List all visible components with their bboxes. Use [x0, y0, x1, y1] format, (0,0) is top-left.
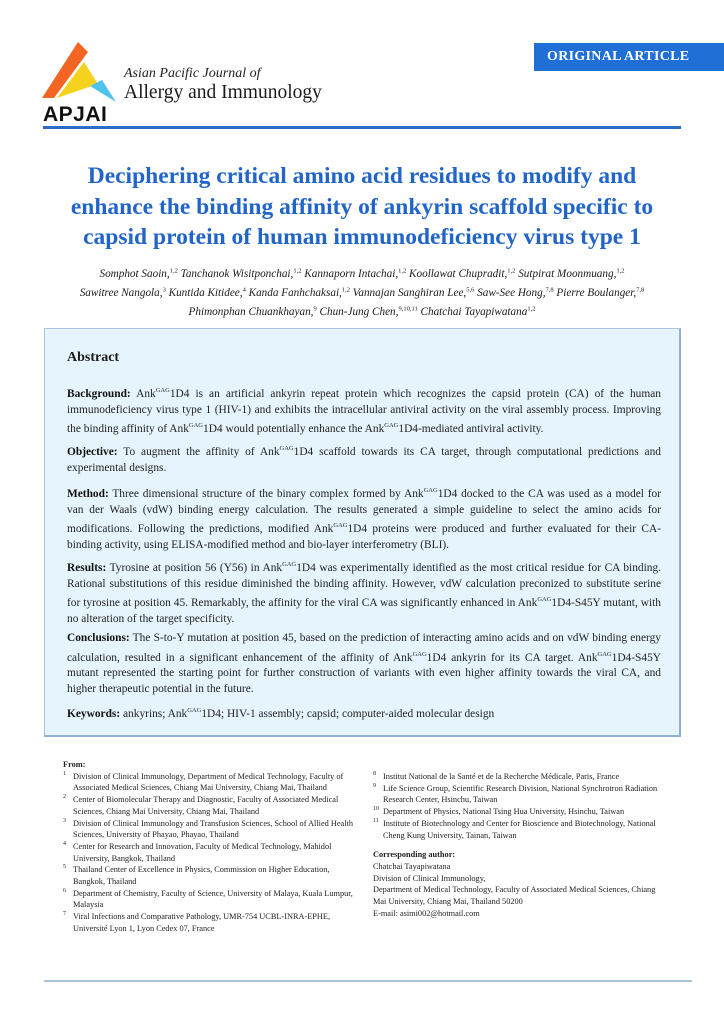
- author-affiliation-number: 5,6: [466, 286, 475, 294]
- affiliation-text: Institut National de la Santé et de la Recherche Médicale, Paris, France: [383, 772, 620, 781]
- title-line: capsid protein of human immunodeficiency virus type 1: [83, 224, 641, 250]
- author-name: Koollawat Chupradit,$^{1,2}$: [409, 267, 516, 280]
- corresponding-address: Department of Medical Technology, Faculty of Associated Medical Sciences, Chiang Mai University, Chiang Mai, Thailand 50200: [373, 885, 656, 907]
- author-list: [40, 263, 684, 321]
- affiliation-number: 11: [373, 817, 379, 824]
- superscript: GAG: [155, 387, 170, 394]
- affiliation-number: 6: [63, 887, 66, 894]
- superscript: GAG: [333, 522, 348, 530]
- author-name: Saw-See Hong,$^{7,8}$: [477, 286, 554, 300]
- footer-divider: [44, 980, 692, 982]
- affiliation-number: 4: [63, 840, 66, 847]
- affiliation-text: Division of Clinical Immunology, Department of Medical Technology, Faculty of Associated Medical Sciences, Chiang Mai University, Chiang Mai, Thailand: [73, 771, 344, 793]
- author-name: Tanchanok Wisitponchai,$^{1,2}$: [180, 267, 302, 280]
- affiliation-text: Thailand Center of Excellence in Physics, Commission on Higher Education, Bangkok, Thailand: [73, 865, 330, 887]
- corresponding-division: Division of Clinical Immunology,: [373, 873, 486, 883]
- affiliation-text: Department of Physics, National Tsing Hua University, Hsinchu, Taiwan: [383, 807, 625, 817]
- journal-name: [124, 66, 322, 104]
- journal-name-line1: Asian Pacific Journal of: [124, 66, 261, 81]
- author-name: Phimonphan Chuankhayan,$^9$: [188, 305, 317, 319]
- affiliation-item: [373, 771, 668, 783]
- article-type-badge: ORIGINAL ARTICLE: [534, 43, 724, 71]
- author-affiliation-number: 1,2: [398, 267, 407, 274]
- affiliation-item: [373, 818, 668, 841]
- superscript: GAG: [188, 422, 204, 430]
- affiliation-item: [63, 841, 363, 864]
- section-label: Keywords:: [67, 707, 121, 720]
- superscript: GAG: [597, 650, 612, 658]
- title-line: enhance the binding affinity of ankyrin scaffold specific to: [70, 193, 654, 220]
- affiliation-text: Department of Chemistry, Faculty of Science, University of Malaya, Kuala Lumpur, Malaysia: [73, 888, 353, 910]
- affiliation-text: Institute of Biotechnology and Center for Bioscience and Biotechnology, National Cheng Kung University, Tainan, Taiwan: [383, 818, 656, 840]
- logo-text: APJAI: [43, 103, 108, 126]
- affiliation-item: [63, 818, 363, 841]
- affiliation-text: Viral Infections and Comparative Pathology, UMR-754 UCBL-INRA-EPHE, Université Lyon 1, Lyon Cedex 07, France: [73, 912, 331, 933]
- affiliation-number: 3: [63, 817, 66, 824]
- header-divider: [43, 126, 681, 129]
- journal-logo: [40, 40, 118, 126]
- author-affiliation-number: 9: [313, 305, 317, 313]
- author-affiliation-number: 7,8: [545, 286, 554, 294]
- affiliation-text: Life Science Group, Scientific Research Division, National Synchrotron Radiation Research Center, Hsinchu, Taiwan: [383, 783, 658, 805]
- corresponding-name: Chatchai Tayapiwatana: [373, 861, 451, 871]
- affiliation-item: [63, 864, 363, 887]
- title-line: Deciphering critical amino acid residues to modify and: [87, 163, 637, 189]
- abstract-method: Method: Three dimensional structure of the binary complex formed by Ank$^{GAG}$1D4 docked to the CA was used as a model for van der Waals (vdW) binding energy calculation. The results generated a simple guideline to select the amino acids for modifications. Following the predictions, modified Ank$^{GAG}$1D4 proteins were produced and further evaluated for their CA-binding activity, using ELISA-modified method and bio-layer interferometry (BLI).: [67, 487, 661, 551]
- affiliation-number: 9: [373, 782, 376, 789]
- author-affiliation-number: 1,2: [169, 267, 178, 274]
- affiliation-text: Center for Research and Innovation, Faculty of Medical Technology, Mahidol University, Bangkok, Thailand: [73, 841, 332, 863]
- abstract-results: Results: Tyrosine at position 56 (Y56) in Ank$^{GAG}$1D4 was experimentally identified as the most critical residue for CA binding. Rational substitutions of this residue diminished the binding affinity. However, vdW calculation preconized to substitute serine for tyrosine at position 45. Remarkably, the affinity for the viral CA was significantly enhanced in Ank$^{GAG}$1D4-S45Y mutant, with no alteration of the target specificity.: [67, 561, 661, 625]
- author-name: Vannajan Sanghiran Lee,$^{5,6}$: [352, 286, 475, 300]
- author-affiliation-number: 1,2: [341, 286, 350, 294]
- author-name: Somphot Saoin,$^{1,2}$: [99, 267, 178, 280]
- affiliation-number: 7: [63, 911, 66, 918]
- author-affiliation-number: 4: [242, 286, 246, 294]
- affiliation-text: Center of Biomolecular Therapy and Diagnostic, Faculty of Associated Medical Sciences, Chiang Mai University, Chiang Mai, Thailand: [73, 795, 339, 816]
- author-affiliation-number: 1,2: [507, 267, 516, 274]
- abstract-conclusions: Conclusions: The S-to-Y mutation at position 45, based on the prediction of interacting amino acids and on vdW binding energy calculation, resulted in a significant enhancement of the affinity of Ank$^{GAG}$1D4 ankyrin for its CA target. Ank$^{GAG}$1D4-S45Y mutant represented the starting point for further construction of variants with even higher affinity towards the viral CA, and higher therapeutic potential in the future.: [67, 632, 661, 695]
- affiliations-heading: From:: [63, 760, 86, 769]
- affiliation-item: [63, 771, 363, 794]
- author-affiliation-number: 1,2: [293, 267, 302, 274]
- apjai-triangle-icon: [40, 40, 118, 110]
- section-label: Objective:: [67, 445, 118, 458]
- section-label: Conclusions:: [67, 632, 130, 644]
- abstract-background: Background: Ank$^{GAG}$1D4 is an artificial ankyrin repeat protein which recognizes the capsid protein (CA) of the human immunodeficiency virus type 1 (HIV-1) and exhibits the intracellular antiviral activity on the viral assembly process. Improving the binding affinity of Ank$^{GAG}$1D4 would potentially enhance the Ank$^{GAG}$1D4-mediated antiviral activity.: [67, 387, 661, 435]
- abstract-heading: Abstract: [67, 350, 120, 365]
- journal-name-line2: Allergy and Immunology: [124, 82, 322, 103]
- affiliation-text: Division of Clinical Immunology and Transfusion Sciences, School of Allied Health Sciences, University of Phayao, Phayao, Thailand: [73, 818, 353, 840]
- abstract-box: [44, 328, 681, 737]
- author-affiliation-number: 1,2: [527, 305, 536, 313]
- author-name: Kanda Fanhchaksai,$^{1,2}$: [248, 286, 350, 300]
- affiliation-number: 5: [63, 864, 66, 871]
- corresponding-heading: Corresponding author:: [373, 850, 456, 860]
- author-affiliation-number: 7,8: [636, 286, 645, 294]
- affiliation-number: 1: [63, 770, 66, 777]
- section-label: Results:: [67, 561, 107, 574]
- author-name: Kuntida Kitidee,$^4$: [168, 286, 246, 300]
- author-name: Chatchai Tayapiwatana$^{1,2}$: [420, 305, 536, 319]
- author-affiliation-number: 3: [162, 286, 166, 294]
- superscript: GAG: [187, 707, 202, 714]
- affiliations-left: [63, 759, 363, 935]
- abstract-keywords: Keywords: ankyrins; Ank$^{GAG}$1D4; HIV-1 assembly; capsid; computer-aided molecular design: [67, 707, 495, 720]
- author-affiliation-number: 9,10,11: [398, 305, 418, 313]
- section-label: Method:: [67, 487, 109, 500]
- affiliation-item: [63, 911, 363, 934]
- superscript: GAG: [537, 596, 552, 604]
- affiliation-number: 8: [373, 771, 376, 777]
- affiliation-item: [373, 783, 668, 806]
- affiliation-number: 2: [63, 794, 66, 801]
- affiliation-number: 10: [373, 806, 379, 813]
- author-name: Chun-Jung Chen,$^{9,10,11}$: [319, 305, 418, 319]
- affiliation-item: [63, 888, 363, 911]
- superscript: GAG: [279, 445, 294, 452]
- author-name: Kannaporn Intachai,$^{1,2}$: [304, 267, 407, 280]
- abstract-objective: Objective: To augment the affinity of Ank$^{GAG}$1D4 scaffold towards its CA target, through computational predictions and experimental designs.: [67, 445, 661, 474]
- author-affiliation-number: 1,2: [616, 267, 625, 274]
- article-title: [40, 161, 684, 253]
- superscript: GAG: [384, 422, 399, 430]
- author-name: Sutpirat Moonmuang,$^{1,2}$: [518, 267, 625, 280]
- section-label: Background:: [67, 387, 131, 400]
- affiliation-item: [373, 806, 668, 818]
- superscript: GAG: [412, 650, 427, 658]
- author-name: Pierre Boulanger,$^{7,8}$: [556, 286, 645, 300]
- affiliation-item: [63, 794, 363, 817]
- author-name: Sawitree Nangola,$^3$: [79, 286, 166, 300]
- corresponding-email[interactable]: E-mail: asimi002@hotmail.com: [373, 908, 480, 918]
- superscript: GAG: [282, 561, 297, 568]
- superscript: GAG: [423, 487, 438, 494]
- affiliations-right: [373, 771, 668, 919]
